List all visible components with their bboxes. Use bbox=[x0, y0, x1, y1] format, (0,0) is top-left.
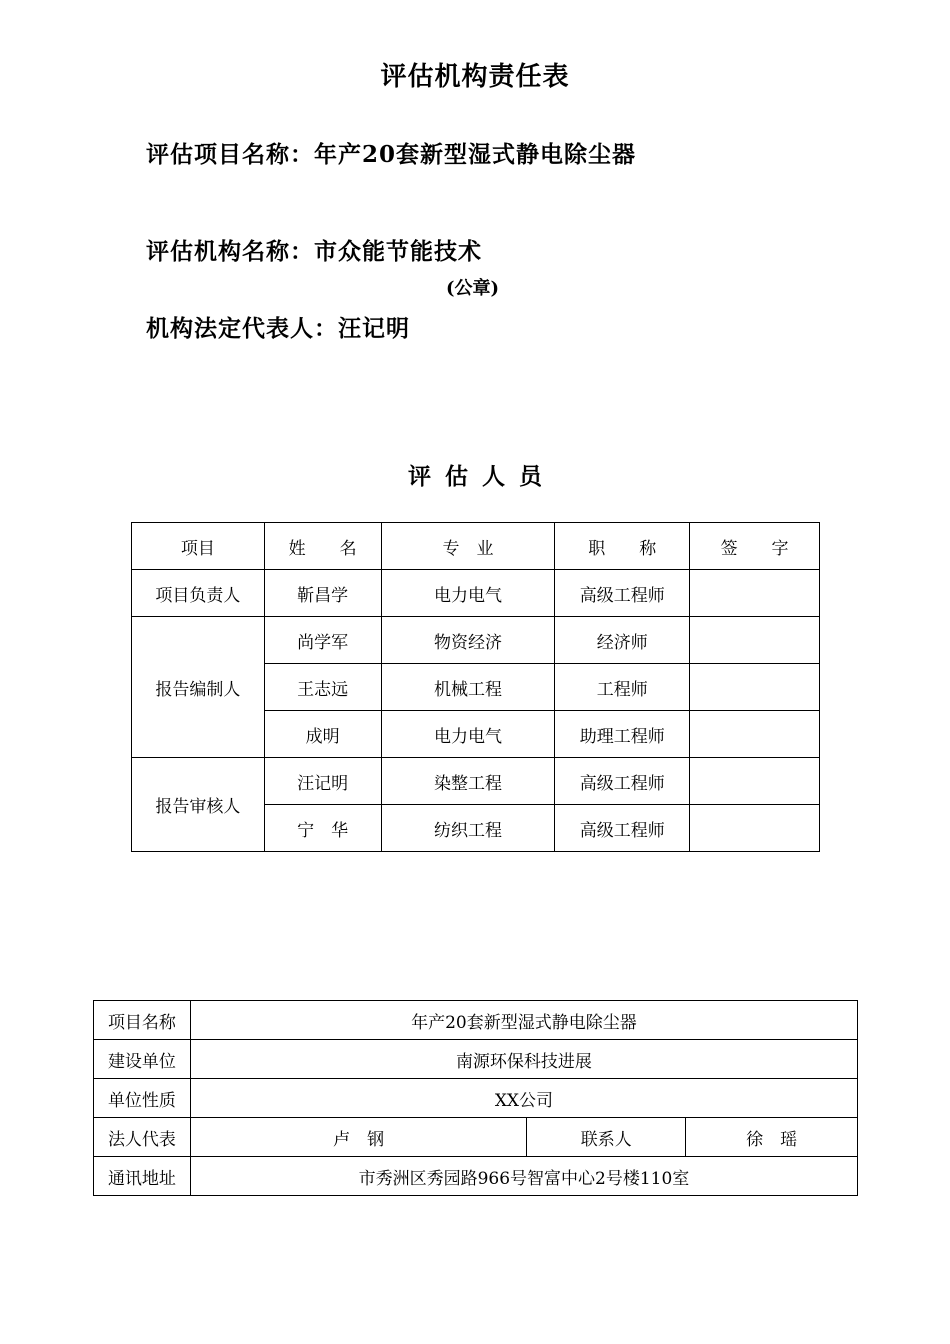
personnel-heading: 评 估 人 员 bbox=[408, 463, 542, 490]
title-cell: 工程师 bbox=[555, 664, 690, 711]
name-cell: 汪记明 bbox=[264, 758, 381, 805]
title-cell: 助理工程师 bbox=[555, 711, 690, 758]
project-name-value: 年产20套新型湿式静电除尘器 bbox=[190, 1001, 857, 1040]
personnel-table bbox=[131, 522, 820, 852]
table-row bbox=[94, 1157, 858, 1196]
table-row bbox=[132, 570, 820, 617]
address-label: 通讯地址 bbox=[94, 1157, 191, 1196]
title-cell: 高级工程师 bbox=[555, 805, 690, 852]
title-cell: 高级工程师 bbox=[555, 570, 690, 617]
page-title: 评估机构责任表 bbox=[380, 62, 570, 92]
table-header-row bbox=[132, 523, 820, 570]
project-info-table bbox=[93, 1000, 858, 1196]
name-cell: 尚学军 bbox=[264, 617, 381, 664]
role-cell: 报告编制人 bbox=[132, 617, 265, 758]
header-item: 项目 bbox=[132, 523, 265, 570]
signature-cell bbox=[690, 711, 820, 758]
legal-representative-line: 机构法定代表人：汪记明 bbox=[146, 315, 410, 342]
unit-nature-value: XX公司 bbox=[190, 1079, 857, 1118]
role-cell: 报告审核人 bbox=[132, 758, 265, 852]
unit-nature-label: 单位性质 bbox=[94, 1079, 191, 1118]
signature-cell bbox=[690, 664, 820, 711]
project-name-label: 项目名称 bbox=[94, 1001, 191, 1040]
signature-cell bbox=[690, 570, 820, 617]
legal-rep-value: 卢 钢 bbox=[190, 1118, 527, 1157]
contact-label: 联系人 bbox=[527, 1118, 686, 1157]
table-row bbox=[94, 1118, 858, 1157]
major-cell: 物资经济 bbox=[381, 617, 555, 664]
name-cell: 成明 bbox=[264, 711, 381, 758]
major-cell: 纺织工程 bbox=[381, 805, 555, 852]
title-cell: 经济师 bbox=[555, 617, 690, 664]
builder-value: 南源环保科技进展 bbox=[190, 1040, 857, 1079]
table-row bbox=[132, 617, 820, 664]
header-signature: 签 字 bbox=[690, 523, 820, 570]
project-name-line: 评估项目名称：年产20套新型湿式静电除尘器 bbox=[146, 141, 637, 168]
signature-cell bbox=[690, 758, 820, 805]
seal-placeholder: (公章) bbox=[446, 278, 500, 299]
legal-rep-label: 法人代表 bbox=[94, 1118, 191, 1157]
title-cell: 高级工程师 bbox=[555, 758, 690, 805]
agency-name-line: 评估机构名称：市众能节能技术 bbox=[146, 238, 482, 265]
signature-cell bbox=[690, 617, 820, 664]
major-cell: 染整工程 bbox=[381, 758, 555, 805]
major-cell: 电力电气 bbox=[381, 711, 555, 758]
table-row bbox=[94, 1040, 858, 1079]
major-cell: 电力电气 bbox=[381, 570, 555, 617]
name-cell: 王志远 bbox=[264, 664, 381, 711]
builder-label: 建设单位 bbox=[94, 1040, 191, 1079]
header-title: 职 称 bbox=[555, 523, 690, 570]
signature-cell bbox=[690, 805, 820, 852]
table-row bbox=[94, 1079, 858, 1118]
role-cell: 项目负责人 bbox=[132, 570, 265, 617]
header-name: 姓 名 bbox=[264, 523, 381, 570]
name-cell: 靳昌学 bbox=[264, 570, 381, 617]
address-value: 市秀洲区秀园路966号智富中心2号楼110室 bbox=[190, 1157, 857, 1196]
header-major: 专 业 bbox=[381, 523, 555, 570]
contact-value: 徐 瑶 bbox=[686, 1118, 858, 1157]
table-row bbox=[132, 758, 820, 805]
name-cell: 宁 华 bbox=[264, 805, 381, 852]
table-row bbox=[94, 1001, 858, 1040]
major-cell: 机械工程 bbox=[381, 664, 555, 711]
